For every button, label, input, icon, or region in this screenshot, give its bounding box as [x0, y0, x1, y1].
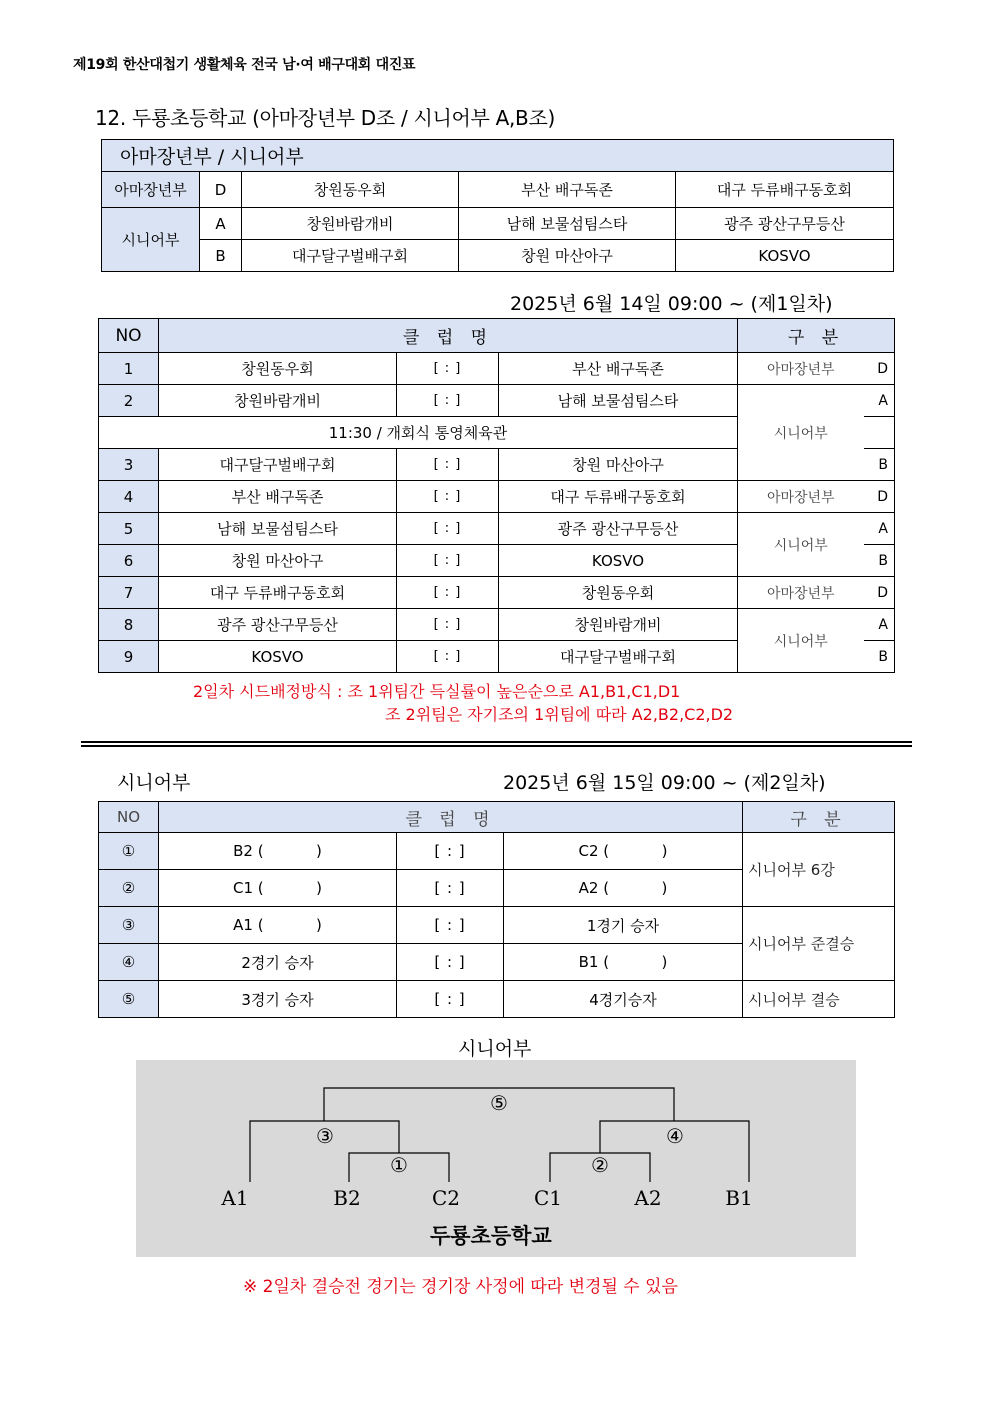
team-cell: 창원 마산아구: [459, 240, 676, 272]
away-team: B1 ( ): [504, 944, 743, 981]
score-box[interactable]: [ : ]: [397, 981, 504, 1018]
away-team: 광주 광산구무등산: [499, 513, 738, 545]
header-division: 구 분: [743, 802, 895, 833]
team-cell: 창원바람개비: [242, 208, 459, 240]
header-division: 구 분: [738, 319, 895, 353]
home-team: 광주 광산구무등산: [159, 609, 397, 641]
division-label: 아마장년부: [102, 172, 200, 208]
footer-note: ※ 2일차 결승전 경기는 경기장 사정에 따라 변경될 수 있음: [243, 1277, 678, 1297]
division-cell: 아마장년부: [738, 481, 864, 513]
score-box[interactable]: [ : ]: [397, 577, 499, 609]
score-box[interactable]: [ : ]: [397, 641, 499, 673]
match-no: ②: [99, 870, 159, 907]
division-cell: 시니어부: [738, 513, 864, 577]
score-box[interactable]: [ : ]: [397, 907, 504, 944]
score-box[interactable]: [ : ]: [397, 385, 499, 417]
seed-note-line1: 2일차 시드배정방식 : 조 1위팀간 득실률이 높은순으로 A1,B1,C1,D1: [193, 682, 681, 701]
group-cell-empty: [864, 417, 895, 449]
home-team: 대구 두류배구동호회: [159, 577, 397, 609]
day2-label: 시니어부: [117, 772, 191, 794]
seed-label: A2: [634, 1186, 662, 1210]
game1-label: ①: [390, 1153, 408, 1177]
team-cell: 창원동우회: [242, 172, 459, 208]
home-team: A1 ( ): [159, 907, 397, 944]
score-box[interactable]: [ : ]: [397, 609, 499, 641]
group-table: [101, 139, 894, 272]
group-cell: D: [864, 577, 895, 609]
score-box[interactable]: [ : ]: [397, 944, 504, 981]
match-no: ⑤: [99, 981, 159, 1018]
match-no: 2: [99, 385, 159, 417]
team-cell: KOSVO: [676, 240, 894, 272]
section-title: 12. 두룡초등학교 (아마장년부 D조 / 시니어부 A,B조): [95, 106, 555, 130]
home-team: KOSVO: [159, 641, 397, 673]
division-cell: 아마장년부: [738, 353, 864, 385]
group-cell: D: [864, 481, 895, 513]
division-cell: 시니어부 준결승: [743, 907, 895, 981]
match-no: 9: [99, 641, 159, 673]
team-cell: 광주 광산구무등산: [676, 208, 894, 240]
score-box[interactable]: [ : ]: [397, 353, 499, 385]
away-team: 1경기 승자: [504, 907, 743, 944]
group-letter: A: [200, 208, 242, 240]
home-team: 3경기 승자: [159, 981, 397, 1018]
home-team: 창원동우회: [159, 353, 397, 385]
day1-schedule-table: [98, 318, 895, 673]
away-team: 창원바람개비: [499, 609, 738, 641]
match-no: 5: [99, 513, 159, 545]
away-team: A2 ( ): [504, 870, 743, 907]
score-box[interactable]: [ : ]: [397, 513, 499, 545]
match-no: 6: [99, 545, 159, 577]
home-team: 부산 배구독존: [159, 481, 397, 513]
team-cell: 대구달구벌배구회: [242, 240, 459, 272]
home-team: 창원 마산아구: [159, 545, 397, 577]
match-no: ①: [99, 833, 159, 870]
away-team: 창원동우회: [499, 577, 738, 609]
team-cell: 부산 배구독존: [459, 172, 676, 208]
group-cell: B: [864, 545, 895, 577]
home-team: B2 ( ): [159, 833, 397, 870]
seed-label: B2: [333, 1186, 361, 1210]
group-cell: B: [864, 641, 895, 673]
seed-label: B1: [725, 1186, 753, 1210]
away-team: 대구 두류배구동호회: [499, 481, 738, 513]
division-cell: 시니어부: [738, 385, 864, 481]
day2-date: 2025년 6월 15일 09:00 ~ (제2일차): [503, 772, 826, 794]
group-cell: A: [864, 609, 895, 641]
score-box[interactable]: [ : ]: [397, 481, 499, 513]
group-cell: A: [864, 513, 895, 545]
score-box[interactable]: [ : ]: [397, 545, 499, 577]
away-team: 대구달구벌배구회: [499, 641, 738, 673]
group-cell: A: [864, 385, 895, 417]
day2-schedule-table: [98, 801, 895, 1018]
divider-line: [81, 745, 912, 747]
division-cell: 시니어부 결승: [743, 981, 895, 1018]
score-box[interactable]: [ : ]: [397, 833, 504, 870]
home-team: 창원바람개비: [159, 385, 397, 417]
match-no: 8: [99, 609, 159, 641]
division-label: 시니어부: [102, 208, 200, 272]
away-team: 4경기승자: [504, 981, 743, 1018]
school-name: 두룡초등학교: [430, 1224, 552, 1248]
away-team: C2 ( ): [504, 833, 743, 870]
game3-label: ③: [316, 1124, 334, 1148]
header-no: NO: [99, 319, 159, 353]
score-box[interactable]: [ : ]: [397, 449, 499, 481]
match-no: 4: [99, 481, 159, 513]
header-club: 클 럽 명: [159, 802, 743, 833]
document-title: 제19회 한산대첩기 생활체육 전국 남·여 배구대회 대진표: [73, 57, 416, 73]
match-no: 1: [99, 353, 159, 385]
group-cell: B: [864, 449, 895, 481]
division-cell: 시니어부: [738, 609, 864, 673]
header-club: 클 럽 명: [159, 319, 738, 353]
division-cell: 아마장년부: [738, 577, 864, 609]
seed-note-line2: 조 2위팀은 자기조의 1위팀에 따라 A2,B2,C2,D2: [385, 705, 734, 724]
match-no: 7: [99, 577, 159, 609]
team-cell: 대구 두류배구동호회: [676, 172, 894, 208]
away-team: 부산 배구독존: [499, 353, 738, 385]
seed-label: A1: [221, 1186, 249, 1210]
group-letter: B: [200, 240, 242, 272]
match-no: ③: [99, 907, 159, 944]
away-team: KOSVO: [499, 545, 738, 577]
ceremony-row: 11:30 / 개회식 통영체육관: [99, 417, 738, 449]
divider-line: [81, 741, 912, 743]
score-box[interactable]: [ : ]: [397, 870, 504, 907]
game5-label: ⑤: [490, 1091, 508, 1115]
header-no: NO: [99, 802, 159, 833]
match-no: ④: [99, 944, 159, 981]
seed-label: C1: [533, 1186, 563, 1210]
bracket-title: 시니어부: [458, 1038, 532, 1060]
match-no: 3: [99, 449, 159, 481]
group-cell: D: [864, 353, 895, 385]
game4-label: ④: [666, 1124, 684, 1148]
away-team: 창원 마산아구: [499, 449, 738, 481]
home-team: C1 ( ): [159, 870, 397, 907]
day1-date: 2025년 6월 14일 09:00 ~ (제1일차): [510, 293, 833, 315]
home-team: 남해 보물섬팀스타: [159, 513, 397, 545]
group-letter: D: [200, 172, 242, 208]
away-team: 남해 보물섬팀스타: [499, 385, 738, 417]
game2-label: ②: [591, 1153, 609, 1177]
home-team: 대구달구벌배구회: [159, 449, 397, 481]
home-team: 2경기 승자: [159, 944, 397, 981]
division-cell: 시니어부 6강: [743, 833, 895, 907]
seed-label: C2: [431, 1186, 461, 1210]
group-table-heading: 아마장년부 / 시니어부: [102, 140, 894, 172]
team-cell: 남해 보물섬팀스타: [459, 208, 676, 240]
